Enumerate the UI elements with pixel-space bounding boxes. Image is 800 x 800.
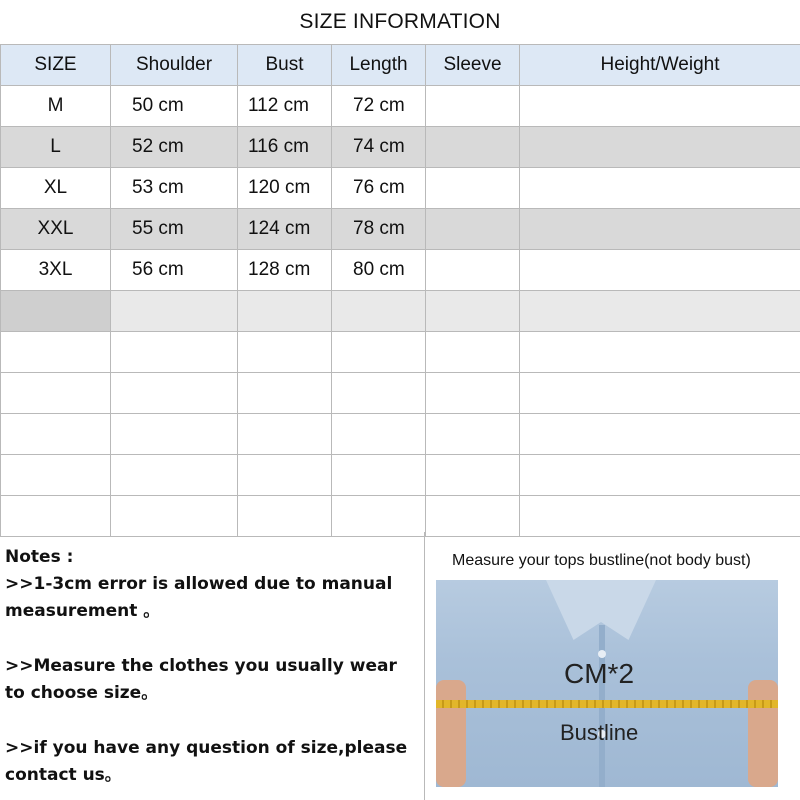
measure-caption: Measure your tops bustline(not body bust) — [452, 552, 751, 569]
notes-heading: Notes : — [5, 547, 74, 567]
cell-height-weight — [520, 209, 800, 250]
empty-row — [1, 332, 800, 373]
header-sleeve: Sleeve — [426, 45, 520, 86]
header-shoulder: Shoulder — [111, 45, 238, 86]
cell-height-weight — [520, 250, 800, 291]
cell-bust: 124 cm — [238, 209, 332, 250]
empty-cell — [111, 373, 238, 414]
empty-cell — [111, 496, 238, 537]
cell-bust: 128 cm — [238, 250, 332, 291]
note-measure-clothes: >>Measure the clothes you usually wear to choose size。 — [5, 656, 397, 703]
header-size: SIZE — [1, 45, 111, 86]
cell-bust: 112 cm — [238, 86, 332, 127]
empty-cell — [520, 373, 800, 414]
empty-row — [1, 414, 800, 455]
size-table — [0, 44, 800, 537]
size-table-container — [0, 44, 800, 532]
empty-cell — [111, 332, 238, 373]
empty-row — [1, 455, 800, 496]
empty-cell — [332, 291, 426, 332]
cell-shoulder: 56 cm — [111, 250, 238, 291]
bottom-section — [0, 532, 800, 800]
table-row — [1, 86, 800, 127]
right-hand-shape — [748, 680, 778, 787]
cm-times-two-label: CM*2 — [564, 658, 635, 689]
empty-cell — [111, 291, 238, 332]
cell-length: 72 cm — [332, 86, 426, 127]
header-bust: Bust — [238, 45, 332, 86]
cell-shoulder: 50 cm — [111, 86, 238, 127]
cell-sleeve — [426, 86, 520, 127]
cell-bust: 120 cm — [238, 168, 332, 209]
table-row — [1, 250, 800, 291]
cell-size: M — [1, 86, 111, 127]
empty-row — [1, 373, 800, 414]
cell-shoulder: 52 cm — [111, 127, 238, 168]
empty-cell — [332, 332, 426, 373]
page-title: SIZE INFORMATION — [299, 10, 501, 33]
empty-cell — [111, 455, 238, 496]
cell-length: 74 cm — [332, 127, 426, 168]
empty-cell — [426, 291, 520, 332]
note-contact-us: >>if you have any question of size,please contact us。 — [5, 738, 408, 785]
notes-panel — [0, 532, 425, 800]
empty-cell — [238, 373, 332, 414]
empty-cell — [426, 455, 520, 496]
empty-cell — [238, 291, 332, 332]
shirt-button-shape — [598, 650, 606, 658]
cell-shoulder: 55 cm — [111, 209, 238, 250]
empty-row — [1, 496, 800, 537]
empty-cell — [426, 373, 520, 414]
empty-cell — [520, 414, 800, 455]
header-length: Length — [332, 45, 426, 86]
cell-sleeve — [426, 168, 520, 209]
empty-cell — [1, 291, 111, 332]
left-hand-shape — [436, 680, 466, 787]
empty-cell — [426, 332, 520, 373]
empty-cell — [426, 414, 520, 455]
table-row — [1, 209, 800, 250]
bustline-photo — [436, 580, 778, 787]
cell-shoulder: 53 cm — [111, 168, 238, 209]
cell-length: 78 cm — [332, 209, 426, 250]
empty-cell — [520, 496, 800, 537]
empty-cell — [332, 455, 426, 496]
cell-bust: 116 cm — [238, 127, 332, 168]
empty-row — [1, 291, 800, 332]
note-error-allowed: >>1-3cm error is allowed due to manual measurement 。 — [5, 574, 393, 621]
cell-size: XL — [1, 168, 111, 209]
empty-cell — [520, 332, 800, 373]
empty-cell — [238, 496, 332, 537]
cell-sleeve — [426, 209, 520, 250]
empty-cell — [238, 455, 332, 496]
table-header-row — [1, 45, 800, 86]
cell-sleeve — [426, 127, 520, 168]
header-height-weight: Height/Weight — [520, 45, 800, 86]
cell-height-weight — [520, 86, 800, 127]
empty-cell — [332, 496, 426, 537]
measuring-tape — [436, 700, 778, 708]
cell-sleeve — [426, 250, 520, 291]
bustline-label: Bustline — [560, 720, 639, 745]
cell-height-weight — [520, 168, 800, 209]
empty-cell — [1, 332, 111, 373]
empty-cell — [1, 373, 111, 414]
empty-cell — [1, 496, 111, 537]
empty-cell — [520, 455, 800, 496]
empty-cell — [238, 414, 332, 455]
cell-size: 3XL — [1, 250, 111, 291]
cell-length: 80 cm — [332, 250, 426, 291]
empty-cell — [1, 414, 111, 455]
empty-cell — [520, 291, 800, 332]
empty-cell — [332, 414, 426, 455]
cell-height-weight — [520, 127, 800, 168]
empty-cell — [111, 414, 238, 455]
measure-panel — [426, 532, 800, 800]
empty-cell — [1, 455, 111, 496]
empty-cell — [332, 373, 426, 414]
cell-length: 76 cm — [332, 168, 426, 209]
cell-size: L — [1, 127, 111, 168]
cell-size: XXL — [1, 209, 111, 250]
table-row — [1, 127, 800, 168]
table-row — [1, 168, 800, 209]
empty-cell — [238, 332, 332, 373]
empty-cell — [426, 496, 520, 537]
